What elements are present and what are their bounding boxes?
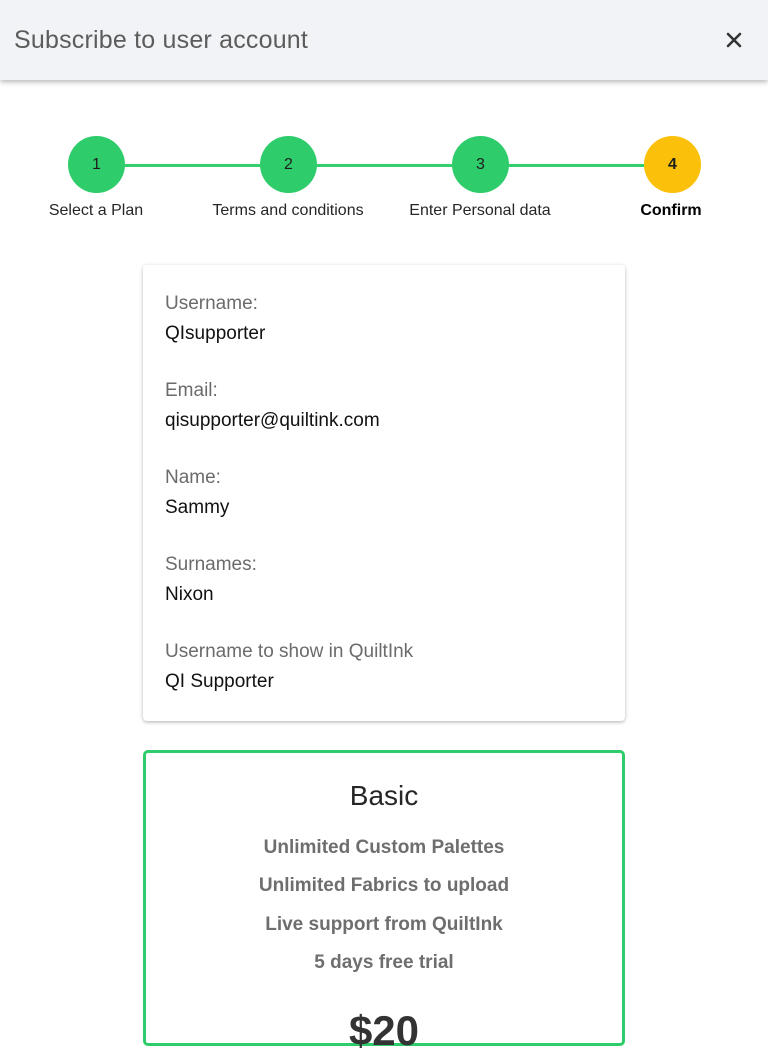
email-field	[165, 379, 380, 433]
selected-plan-card	[143, 750, 625, 1054]
step-3-circle[interactable]: 3	[452, 136, 509, 193]
plan-price: $20	[348, 1007, 420, 1054]
close-button[interactable]	[718, 24, 750, 56]
username-field	[165, 292, 265, 346]
name-field	[165, 466, 229, 520]
display-name-field	[165, 640, 413, 694]
step-connector	[316, 164, 453, 167]
plan-feature: Unlimited Fabrics to upload	[258, 875, 510, 896]
surnames-field	[165, 553, 257, 607]
username-label: Username:	[165, 293, 258, 314]
name-label: Name:	[165, 467, 221, 488]
name-value: Sammy	[165, 497, 230, 518]
step-4-label: Confirm	[640, 202, 702, 219]
email-label: Email:	[165, 380, 218, 401]
plan-feature: Unlimited Custom Palettes	[263, 837, 505, 858]
username-value: QIsupporter	[165, 323, 266, 344]
step-1-label: Select a Plan	[48, 202, 144, 219]
close-icon	[718, 24, 750, 56]
dialog-header	[0, 0, 768, 80]
plan-feature: Live support from QuiltInk	[265, 914, 503, 935]
step-1-circle[interactable]: 1	[68, 136, 125, 193]
step-connector	[124, 164, 261, 167]
display-name-value: QI Supporter	[165, 671, 274, 692]
step-2-circle[interactable]: 2	[260, 136, 317, 193]
step-3-label: Enter Personal data	[409, 202, 551, 219]
email-value: qisupporter@quiltink.com	[165, 410, 380, 431]
display-name-label: Username to show in QuiltInk	[165, 641, 414, 662]
surnames-label: Surnames:	[165, 554, 257, 575]
personal-data-summary-card	[143, 265, 625, 721]
plan-feature: 5 days free trial	[314, 952, 454, 973]
surnames-value: Nixon	[165, 584, 214, 605]
step-connector	[508, 164, 645, 167]
step-4-circle[interactable]: 4	[644, 136, 701, 193]
dialog-title: Subscribe to user account	[14, 26, 309, 54]
plan-name: Basic	[349, 780, 419, 811]
step-2-label: Terms and conditions	[212, 202, 364, 219]
